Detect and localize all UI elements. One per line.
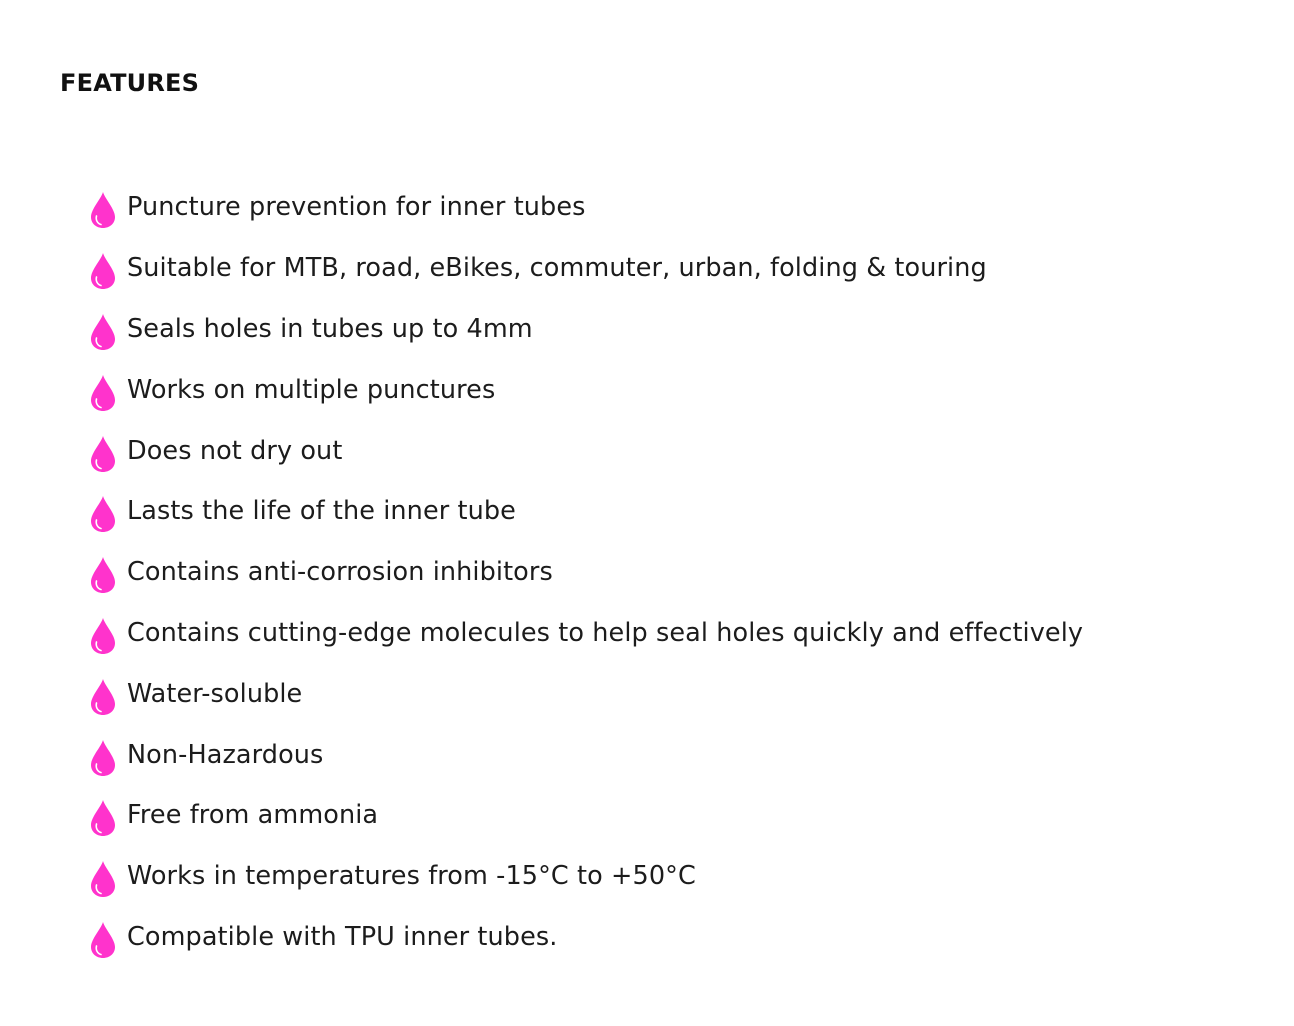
- feature-text: Non-Hazardous: [127, 739, 324, 770]
- droplet-icon: [90, 799, 116, 837]
- droplet-icon: [90, 860, 116, 898]
- droplet-icon: [90, 556, 116, 594]
- feature-text: Lasts the life of the inner tube: [127, 496, 516, 527]
- feature-item: [90, 238, 1083, 299]
- feature-item: [90, 542, 1083, 603]
- droplet-icon: [90, 617, 116, 655]
- droplet-icon: [90, 191, 116, 229]
- feature-item: [90, 785, 1083, 846]
- droplet-icon: [90, 921, 116, 959]
- feature-item: [90, 603, 1083, 664]
- feature-text: Suitable for MTB, road, eBikes, commuter, urban, folding & touring: [127, 253, 987, 284]
- features-list: [90, 177, 1083, 967]
- droplet-icon: [90, 374, 116, 412]
- feature-text: Seals holes in tubes up to 4mm: [127, 313, 533, 344]
- feature-item: [90, 724, 1083, 785]
- feature-text: Free from ammonia: [127, 800, 379, 831]
- feature-text: Contains anti-corrosion inhibitors: [127, 557, 553, 588]
- droplet-icon: [90, 435, 116, 473]
- droplet-icon: [90, 313, 116, 351]
- feature-item: [90, 907, 1083, 968]
- feature-item: [90, 420, 1083, 481]
- features-heading: FEATURES: [60, 69, 200, 97]
- droplet-icon: [90, 495, 116, 533]
- feature-text: Puncture prevention for inner tubes: [127, 192, 586, 223]
- feature-item: [90, 177, 1083, 238]
- feature-item: [90, 359, 1083, 420]
- feature-text: Water-soluble: [127, 678, 303, 709]
- feature-item: [90, 299, 1083, 360]
- feature-item: [90, 846, 1083, 907]
- feature-text: Works in temperatures from -15°C to +50°C: [127, 861, 696, 892]
- droplet-icon: [90, 252, 116, 290]
- droplet-icon: [90, 739, 116, 777]
- feature-text: Compatible with TPU inner tubes.: [127, 921, 558, 952]
- feature-item: [90, 481, 1083, 542]
- feature-item: [90, 663, 1083, 724]
- droplet-icon: [90, 678, 116, 716]
- feature-text: Works on multiple punctures: [127, 374, 496, 405]
- feature-text: Does not dry out: [127, 435, 343, 466]
- feature-text: Contains cutting-edge molecules to help seal holes quickly and effectively: [127, 617, 1084, 648]
